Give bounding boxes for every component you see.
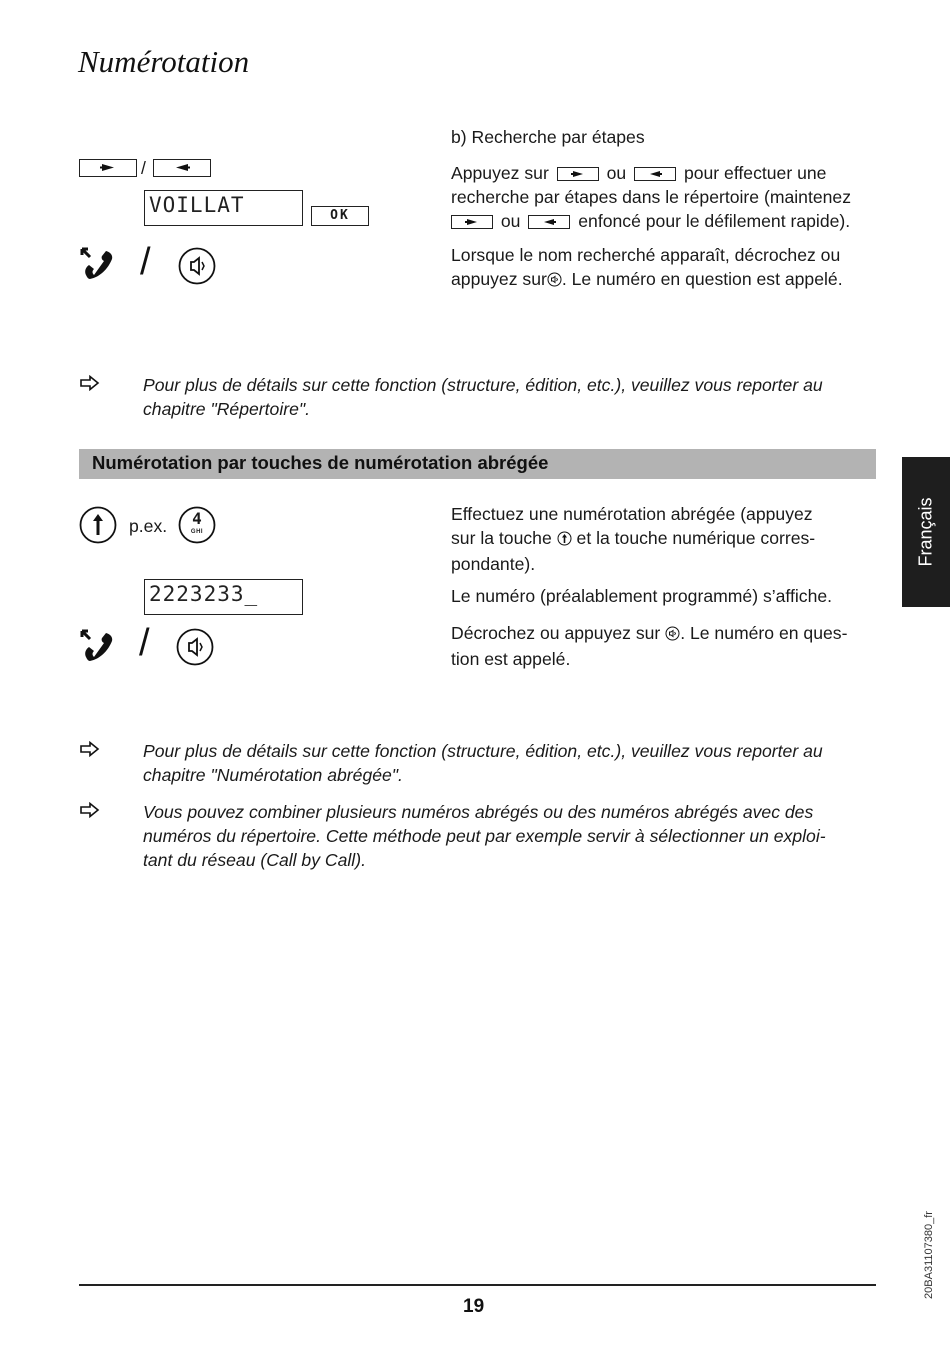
section-header-bar <box>79 449 876 479</box>
phone-display <box>144 190 303 226</box>
text-line: pondante). <box>451 554 536 574</box>
text-fragment: Décrochez ou appuyez sur <box>451 623 661 643</box>
or-slash: / <box>139 622 150 664</box>
speed-dial-key-icon <box>79 506 117 549</box>
language-tab-label: Français <box>915 497 936 567</box>
speaker-key-icon <box>176 628 214 671</box>
note-text <box>143 739 823 787</box>
text-line: chapitre "Numérotation abrégée". <box>143 765 403 785</box>
text-fragment: ou <box>500 211 521 231</box>
text-line: Effectuez une numérotation abrégée (appuyez <box>451 504 813 524</box>
paragraph-pickup <box>451 621 881 671</box>
paragraph-pickup <box>451 243 881 293</box>
text-line: tant du réseau (Call by Call). <box>143 850 366 870</box>
text-line: Lorsque le nom recherché apparaît, décrochez ou <box>451 245 841 265</box>
display-text: VOILLAT <box>149 193 245 217</box>
ok-label: OK <box>330 208 350 223</box>
or-slash: / <box>140 241 151 283</box>
handset-icon <box>80 627 118 670</box>
phone-display <box>144 579 303 615</box>
note-arrow-icon <box>80 741 100 762</box>
left-arrow-key-icon <box>153 159 211 177</box>
section-header-title: Numérotation par touches de numérotation abrégée <box>92 452 549 473</box>
right-arrow-key-icon <box>79 159 137 177</box>
right-arrow-key-icon <box>557 167 599 181</box>
text-line: recherche par étapes dans le répertoire (maintenez <box>451 187 851 207</box>
text-fragment: . Le numéro en ques- <box>680 623 848 643</box>
note-text <box>143 800 826 872</box>
document-reference <box>917 1195 941 1315</box>
page-number: 19 <box>463 1296 485 1317</box>
text-fragment: appuyez sur <box>451 269 547 289</box>
text-line: chapitre "Répertoire". <box>143 399 311 419</box>
speaker-key-icon <box>178 247 216 290</box>
speed-dial-icon <box>557 528 572 552</box>
page-title: Numérotation <box>78 44 250 79</box>
text-fragment: sur la touche <box>451 528 552 548</box>
handset-icon <box>80 245 118 288</box>
text-fragment: Appuyez sur <box>451 163 549 183</box>
paragraph-number-shown: Le numéro (préalablement programmé) s’affiche. <box>451 586 833 606</box>
text-line: Pour plus de détails sur cette fonction (structure, édition, etc.), veuillez vous reporter au <box>143 375 823 395</box>
display-text: 2223233_ <box>149 582 259 606</box>
key-letters: GHI <box>190 529 204 535</box>
right-arrow-key-icon <box>451 215 493 229</box>
document-reference-text: 20BA31107380_fr <box>923 1211 935 1299</box>
note-arrow-icon <box>80 802 100 823</box>
speaker-icon <box>665 623 680 647</box>
left-arrow-key-icon <box>634 167 676 181</box>
text-fragment: enfoncé pour le défilement rapide). <box>578 211 851 231</box>
subheading-step-search: b) Recherche par étapes <box>451 127 645 147</box>
note-text <box>143 373 823 421</box>
footer-rule <box>79 1284 876 1286</box>
text-fragment: et la touche numérique corres- <box>576 528 816 548</box>
text-fragment: ou <box>606 163 627 183</box>
text-line: tion est appelé. <box>451 649 571 669</box>
text-line: numéros du répertoire. Cette méthode peut par exemple servir à sélectionner un exploi- <box>143 826 826 846</box>
key-digit: 4 <box>192 509 202 528</box>
example-label: p.ex. <box>129 516 168 536</box>
text-line: Pour plus de détails sur cette fonction (structure, édition, etc.), veuillez vous reporter au <box>143 741 823 761</box>
key-separator: / <box>141 158 146 178</box>
paragraph-step-search <box>451 161 881 233</box>
note-arrow-icon <box>80 375 100 396</box>
text-fragment: pour effectuer une <box>683 163 827 183</box>
ok-softkey <box>311 206 369 226</box>
language-tab <box>902 457 950 607</box>
digit-key-icon <box>178 506 216 544</box>
left-arrow-key-icon <box>528 215 570 229</box>
paragraph-speed-dial <box>451 502 881 576</box>
text-line: Vous pouvez combiner plusieurs numéros abrégés ou des numéros abrégés avec des <box>143 802 814 822</box>
speaker-icon <box>547 269 562 293</box>
text-fragment: . Le numéro en question est appelé. <box>561 269 843 289</box>
